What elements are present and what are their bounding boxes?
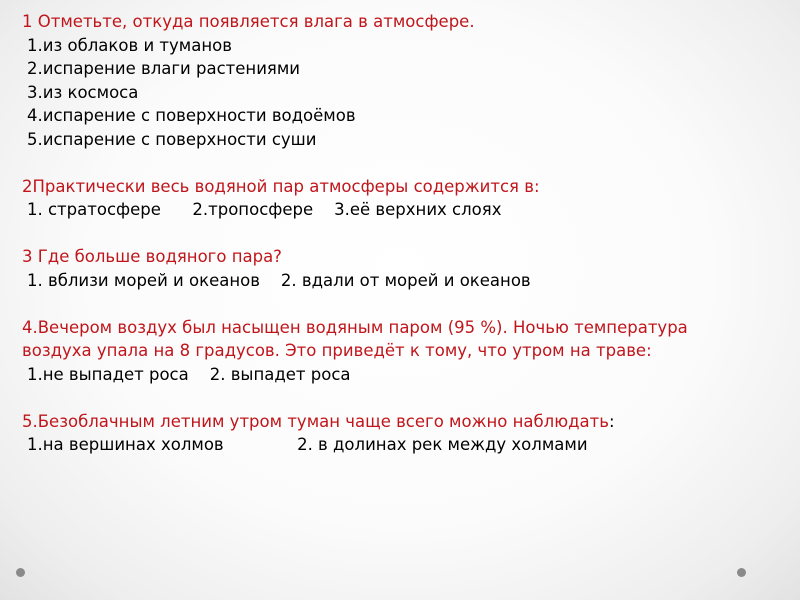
- question-1-option-1: 1.из облаков и туманов: [27, 35, 232, 55]
- question-5-options: 1.на вершинах холмов 2. в долинах рек между холмами: [27, 435, 588, 454]
- quiz-content: [22, 10, 792, 457]
- question-4-options: 1.не выпадет роса 2. выпадет роса: [27, 364, 351, 384]
- question-5-title-text: 5.Безоблачным летним утром туман чаще всего можно наблюдать: [22, 411, 609, 431]
- spacer: [22, 222, 792, 246]
- spacer: [22, 386, 792, 410]
- question-2-options: 1. стратосфере 2.тропосфере 3.её верхних слоях: [27, 200, 502, 219]
- question-1-option-3: 3.из космоса: [27, 82, 139, 102]
- question-1-title: 1 Отметьте, откуда появляется влага в атмосфере.: [22, 12, 475, 31]
- decorative-dot-left: [16, 568, 25, 577]
- spacer: [22, 151, 792, 175]
- question-5-title: [22, 410, 792, 434]
- question-1-option-2: 2.испарение влаги растениями: [27, 59, 301, 78]
- question-5-title-colon: :: [608, 411, 615, 431]
- question-1-option-5: 5.испарение с поверхности суши: [27, 129, 317, 149]
- decorative-dot-right: [737, 568, 746, 577]
- question-3-title: 3 Где больше водяного пара?: [22, 247, 282, 266]
- question-1-option-4: 4.испарение с поверхности водоёмов: [27, 106, 356, 125]
- question-2-title: 2Практически весь водяной пар атмосферы содержится в:: [22, 176, 540, 196]
- question-4-title: 4.Вечером воздух был насыщен водяным паром (95 %). Ночью температура воздуха упала на 8 градусов. Это приведёт к тому, что утром на траве:: [22, 317, 688, 360]
- question-3-options: 1. вблизи морей и океанов 2. вдали от морей и океанов: [27, 270, 531, 290]
- spacer: [22, 292, 792, 316]
